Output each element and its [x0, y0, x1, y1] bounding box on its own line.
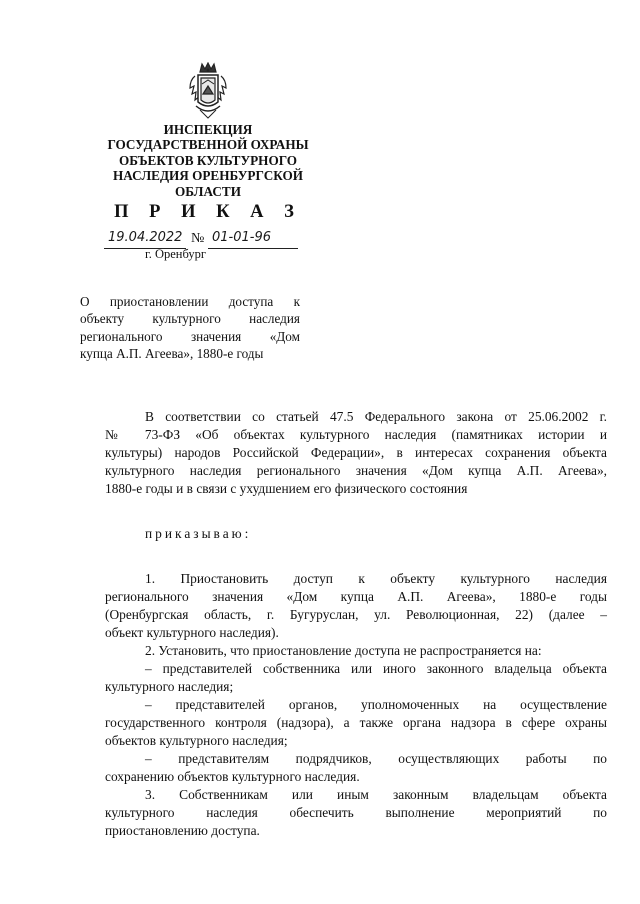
- item-2-line: государственного контроля (надзора), а также органа надзора в сфере охраны: [105, 715, 607, 730]
- order-number-field: [208, 228, 298, 249]
- item-1-line: регионального значения «Дом купца А.П. Агеева», 1880-е годы: [105, 589, 607, 604]
- item-2-line: сохранению объектов культурного наследия.: [105, 769, 360, 784]
- org-line: НАСЛЕДИЯ ОРЕНБУРГСКОЙ: [113, 168, 303, 184]
- preamble-line: В соответствии со статьей 47.5 Федерального закона от 25.06.2002 г.: [145, 409, 607, 424]
- org-line: ИНСПЕКЦИЯ: [163, 122, 253, 137]
- coat-of-arms-emblem: [186, 62, 230, 120]
- org-line: ОБЛАСТИ: [175, 183, 241, 199]
- subject-line: О приостановлении доступа к: [80, 294, 300, 309]
- preamble-line: культуры) народов Российской Федерации», в интересах сохранения объекта: [105, 445, 607, 460]
- number-sign: №: [191, 231, 205, 246]
- subject-line: купца А.П. Агеева», 1880-е годы: [80, 346, 264, 362]
- order-date: 19.04.2022: [108, 230, 183, 245]
- city: г. Оренбург: [145, 247, 206, 261]
- item-3-line: приостановлению доступа.: [105, 823, 260, 838]
- item-2-line: культурного наследия;: [105, 679, 234, 694]
- organization-name: [88, 122, 328, 199]
- preamble-line: культурного наследия регионального значения «Дом купца А.П. Агеева»,: [105, 463, 607, 478]
- org-line: ОБЪЕКТОВ КУЛЬТУРНОГО: [118, 152, 298, 168]
- preamble-line: 1880-е годы и в связи с ухудшением его физического состояния: [105, 481, 468, 496]
- item-1-line: (Оренбургская область, г. Бугуруслан, ул. Революционная, 22) (далее –: [105, 607, 607, 622]
- item-2-line: – представителей органов, уполномоченных на осуществление: [145, 697, 607, 712]
- document-type: П Р И К А З: [114, 202, 302, 222]
- subject-line: объекту культурного наследия: [80, 311, 300, 327]
- item-2-line: – представителей собственника или иного законного владельца объекта: [145, 661, 607, 676]
- item-3-line: 3. Собственникам или иным законным владельцам объекта: [145, 787, 607, 802]
- subject-line: регионального значения «Дом: [80, 328, 300, 344]
- preamble-line: № 73-ФЗ «Об объектах культурного наследия (памятниках истории и: [105, 427, 607, 442]
- order-word: приказываю:: [145, 526, 252, 541]
- item-2-line: 2. Установить, что приостановление доступа не распространяется на:: [145, 643, 542, 658]
- document-body: [105, 408, 607, 840]
- item-2-line: объектов культурного наследия;: [105, 733, 288, 748]
- item-3-line: культурного наследия обеспечить выполнение мероприятий по: [105, 805, 607, 820]
- order-date-field: [104, 228, 186, 249]
- subject-block: [80, 293, 300, 363]
- item-1-line: объект культурного наследия).: [105, 625, 279, 640]
- item-1-line: 1. Приостановить доступ к объекту культурного наследия: [145, 571, 607, 586]
- item-2-line: – представителям подрядчиков, осуществляющих работы по: [145, 751, 607, 766]
- order-number: 01-01-96: [212, 230, 272, 245]
- org-line: ГОСУДАРСТВЕННОЙ ОХРАНЫ: [107, 137, 309, 153]
